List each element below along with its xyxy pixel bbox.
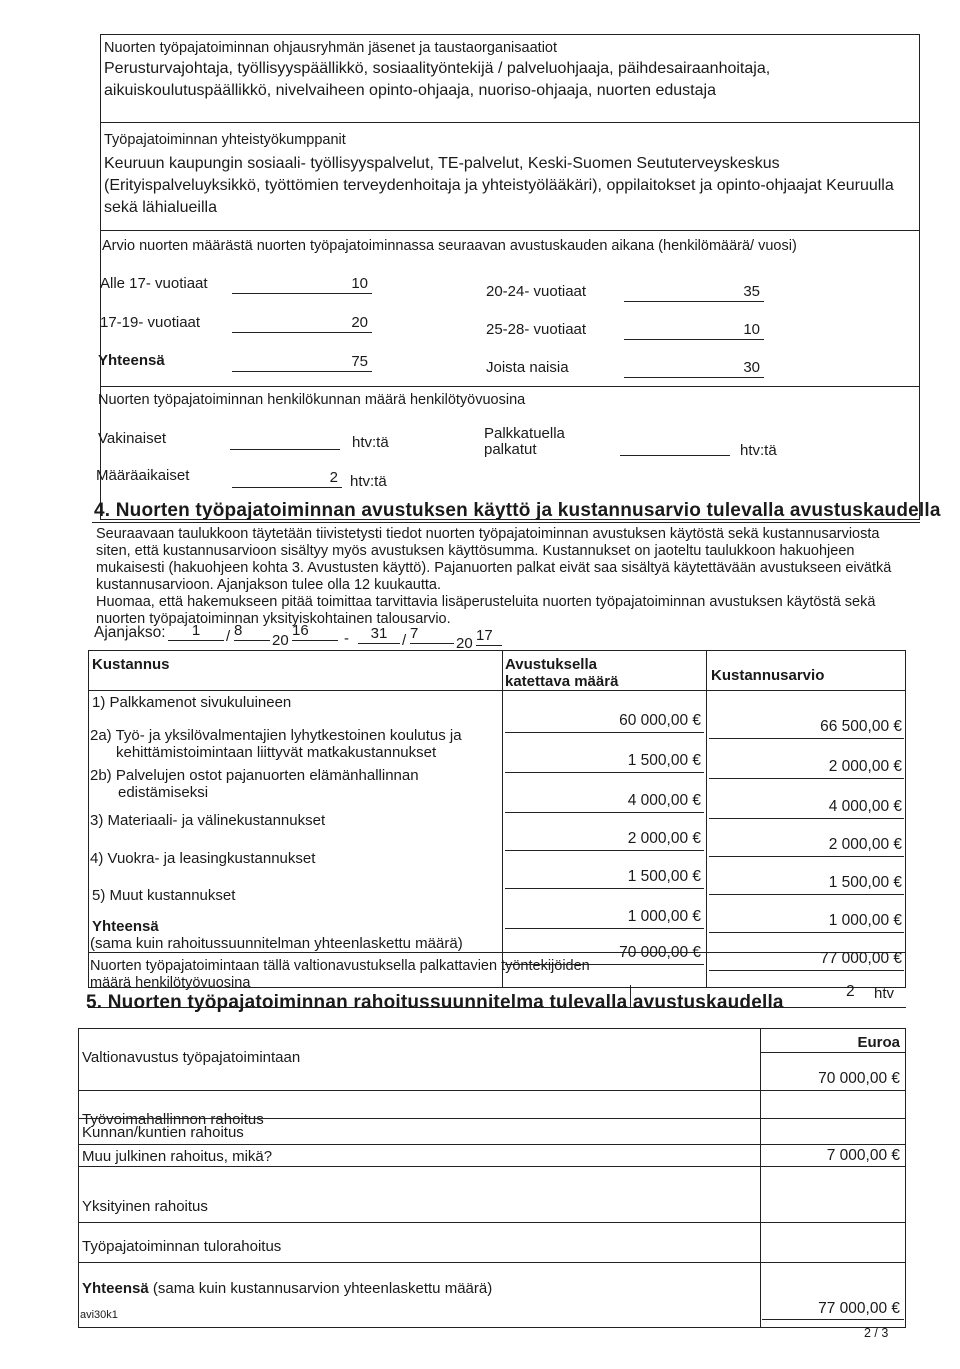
value-underline <box>505 928 704 929</box>
page-number: 2 / 3 <box>864 1326 889 1340</box>
period-start-day[interactable]: 1 <box>168 623 224 641</box>
instructions-line: siten, että kustannusarvioon sisältyy myös avustuksen käyttösumma. Kustannukset on jaoteltu taulukkoon hakuohjeen <box>96 543 855 559</box>
period-label: Ajanjakso: <box>94 624 166 641</box>
period-dash: - <box>344 630 349 647</box>
value-underline <box>505 850 704 851</box>
row-divider <box>78 1144 906 1145</box>
partners-line: Keuruun kaupungin sosiaali- työllisyyspalvelut, TE-palvelut, Keski-Suomen Seututerveyskeskus <box>104 155 780 172</box>
steering-group-line: Perusturvajohtaja, työllisyyspäällikkö, sosiaalityöntekijä / palveluohjaaja, päihdesairaanhoitaja, <box>104 60 771 77</box>
htv-unit: htv:tä <box>352 434 389 451</box>
employees-label: Nuorten työpajatoimintaan tällä valtionavustuksella palkattavien työntekijöiden <box>90 958 590 974</box>
cost-row-grant[interactable]: 1 500,00 € <box>627 868 701 885</box>
cost-row-grant[interactable]: 60 000,00 € <box>619 712 701 729</box>
section5-title: 5. Nuorten työpajatoiminnan rahoitussuunnitelma tulevalla avustuskaudella <box>86 992 784 1013</box>
row-divider <box>78 1166 906 1167</box>
cost-row-label: 5) Muut kustannukset <box>92 887 236 904</box>
instructions-line: Seuraavaan taulukkoon täytetään tiivistetysti tiedot nuorten työpajatoiminnan avustuksen käytöstä sekä kustannusarviosta <box>96 526 880 542</box>
period-slash: / <box>226 628 231 645</box>
paid-label: Palkkatuella <box>484 425 565 442</box>
estimate-total-value[interactable]: 75 <box>232 354 372 372</box>
instructions-line: mukaisesti (hakuohjeen kohta 3. Avustusten käyttö). Pajanuorten palkat eivät saa sisältyä käytettävään avustukseen eivätkä <box>96 560 892 576</box>
period-slash: / <box>402 632 407 649</box>
value-underline <box>709 856 904 857</box>
employees-value[interactable]: 2 <box>846 983 855 1000</box>
paid-value[interactable] <box>620 438 730 456</box>
cost-row-budget[interactable]: 1 500,00 € <box>828 874 902 891</box>
row-divider <box>78 1090 906 1091</box>
cost-total-budget[interactable]: 77 000,00 € <box>820 950 902 967</box>
partners-line: sekä lähialueilla <box>104 199 217 216</box>
instructions-line: Huomaa, että hakemukseen pitää toimittaa tarvittavia lisäperusteluita nuorten työpajatoiminnan avustuksen käytöstä sekä <box>96 594 876 610</box>
cost-row-budget[interactable]: 2 000,00 € <box>828 758 902 775</box>
cost-row-grant[interactable]: 1 000,00 € <box>627 908 701 925</box>
fixed-term-label: Määräaikaiset <box>96 467 190 484</box>
value-underline <box>505 812 704 813</box>
value-underline <box>709 932 904 933</box>
cost-row-grant[interactable]: 4 000,00 € <box>627 792 701 809</box>
estimate-women-label: Joista naisia <box>486 359 569 376</box>
partners-line: (Erityispalveluyksikkö, työttömien terveydenhoitaja ja yhteistyölääkäri), oppilaitokset ja opinto-ohjaajat Keuruulla <box>104 177 894 194</box>
partners-label: Työpajatoiminnan yhteistyökumppanit <box>104 132 346 148</box>
cost-total-note: (sama kuin rahoitussuunnitelman yhteenlaskettu määrä) <box>90 935 463 952</box>
permanent-value[interactable] <box>230 432 340 450</box>
row-divider <box>78 1262 906 1263</box>
estimate-left-value[interactable]: 10 <box>232 276 372 294</box>
cost-row-budget[interactable]: 66 500,00 € <box>820 718 902 735</box>
cost-row-grant[interactable]: 2 000,00 € <box>627 830 701 847</box>
cost-row-label: 2b) Palvelujen ostot pajanuorten elämänhallinnan <box>90 767 419 784</box>
divider <box>100 386 920 387</box>
header-grant: Avustuksella <box>505 656 597 673</box>
value-underline <box>762 1319 904 1320</box>
instructions-line: nuorten työpajatoiminnan yksityiskohtainen talousarvio. <box>96 611 451 627</box>
estimate-total-label: Yhteensä <box>98 352 165 369</box>
cost-row-label: 4) Vuokra- ja leasingkustannukset <box>90 850 316 867</box>
estimate-right-value[interactable]: 10 <box>624 322 764 340</box>
funding-row-label: Valtionavustus työpajatoimintaan <box>82 1049 301 1066</box>
divider <box>100 230 920 231</box>
value-underline <box>709 778 904 779</box>
steering-group-line: aikuiskoulutuspäällikkö, nivelvaiheen opinto-ohjaaja, nuoriso-ohjaaja, nuorten edustaja <box>104 82 716 99</box>
estimate-right-label: 20-24- vuotiaat <box>486 283 587 300</box>
cost-row-label: 3) Materiaali- ja välinekustannukset <box>90 812 326 829</box>
paid-label: palkatut <box>484 441 537 458</box>
cost-row-label: kehittämistoimintaan liittyvät matkakustannukset <box>116 744 437 761</box>
estimate-right-label: 25-28- vuotiaat <box>486 321 587 338</box>
funding-total-bold: Yhteensä <box>82 1280 149 1297</box>
value-underline <box>709 894 904 895</box>
period-end-day[interactable]: 31 <box>358 626 400 644</box>
column-divider <box>502 650 503 988</box>
divider <box>100 122 920 123</box>
currency-header: Euroa <box>857 1034 900 1051</box>
period-year-prefix: 20 <box>456 635 473 652</box>
row-divider <box>78 1118 906 1119</box>
value-underline <box>505 888 704 889</box>
header-grant: katettava määrä <box>505 673 619 690</box>
period-year-prefix: 20 <box>272 632 289 649</box>
cost-row-label: 1) Palkkamenot sivukuluineen <box>92 694 292 711</box>
funding-row-label: Kunnan/kuntien rahoitus <box>82 1124 244 1141</box>
value-underline <box>505 732 704 733</box>
column-divider <box>760 1028 761 1328</box>
estimate-left-label: 17-19- vuotiaat <box>100 314 201 331</box>
row-divider <box>88 690 906 691</box>
divider <box>92 522 920 523</box>
funding-total-note: (sama kuin kustannusarvion yhteenlaskettu määrä) <box>148 1280 493 1297</box>
form-code: avi30k1 <box>80 1309 118 1321</box>
funding-total-value[interactable]: 77 000,00 € <box>818 1300 900 1317</box>
period-end-year[interactable]: 17 <box>476 628 502 646</box>
cost-total-grant[interactable]: 70 000,00 € <box>619 944 701 961</box>
htv-unit: htv:tä <box>740 442 777 459</box>
value-underline <box>505 772 704 773</box>
cost-row-grant[interactable]: 1 500,00 € <box>627 752 701 769</box>
permanent-label: Vakinaiset <box>98 430 167 447</box>
funding-row-label: Muu julkinen rahoitus, mikä? <box>82 1148 273 1165</box>
funding-row-label: Työpajatoiminnan tulorahoitus <box>82 1238 282 1255</box>
employees-label: määrä henkilötyövuosina <box>90 975 251 991</box>
funding-total-label <box>82 1280 492 1297</box>
cost-row-label: edistämiseksi <box>118 784 209 801</box>
row-divider <box>78 1222 906 1223</box>
value-underline <box>709 738 904 739</box>
row-divider <box>760 1052 906 1053</box>
estimate-left-label: Alle 17- vuotiaat <box>100 275 208 292</box>
section4-title: 4. Nuorten työpajatoiminnan avustuksen käyttö ja kustannusarvio tulevalla avustuskaudella <box>94 500 941 521</box>
staff-label: Nuorten työpajatoiminnan henkilökunnan määrä henkilötyövuosina <box>98 392 526 408</box>
cost-row-budget[interactable]: 4 000,00 € <box>828 798 902 815</box>
value-underline <box>709 970 904 971</box>
cost-row-budget[interactable]: 1 000,00 € <box>828 912 902 929</box>
value-underline <box>709 818 904 819</box>
cost-row-budget[interactable]: 2 000,00 € <box>828 836 902 853</box>
fixed-term-value[interactable]: 2 <box>232 470 342 488</box>
funding-row-label: Työvoimahallinnon rahoitus <box>82 1111 264 1128</box>
funding-row-value[interactable]: 7 000,00 € <box>826 1147 900 1164</box>
funding-row-label: Yksityinen rahoitus <box>82 1198 208 1215</box>
estimate-women-value[interactable]: 30 <box>624 360 764 378</box>
estimate-label: Arvio nuorten määrästä nuorten työpajatoiminnassa seuraavan avustuskauden aikana (henkilömäärä/ vuosi) <box>102 238 797 254</box>
funding-row-value[interactable]: 70 000,00 € <box>818 1070 900 1087</box>
instructions-line: kustannusarvioon. Ajanjakson tulee olla 12 kuukautta. <box>96 577 442 593</box>
column-divider <box>706 650 707 988</box>
cost-row-label: 2a) Työ- ja yksilövalmentajien lyhytkestoinen koulutus ja <box>90 727 462 744</box>
header-budget: Kustannusarvio <box>711 667 825 684</box>
header-cost: Kustannus <box>92 656 170 673</box>
period-start-month[interactable]: 8 <box>234 623 270 641</box>
employees-unit: htv <box>874 985 895 1002</box>
steering-group-label: Nuorten työpajatoiminnan ohjausryhmän jäsenet ja taustaorganisaatiot <box>104 40 558 56</box>
period-start-year[interactable]: 16 <box>292 623 338 641</box>
estimate-left-value[interactable]: 20 <box>232 315 372 333</box>
period-end-month[interactable]: 7 <box>410 626 454 644</box>
estimate-right-value[interactable]: 35 <box>624 284 764 302</box>
cost-total-label: Yhteensä <box>92 918 159 935</box>
htv-unit: htv:tä <box>350 473 387 490</box>
